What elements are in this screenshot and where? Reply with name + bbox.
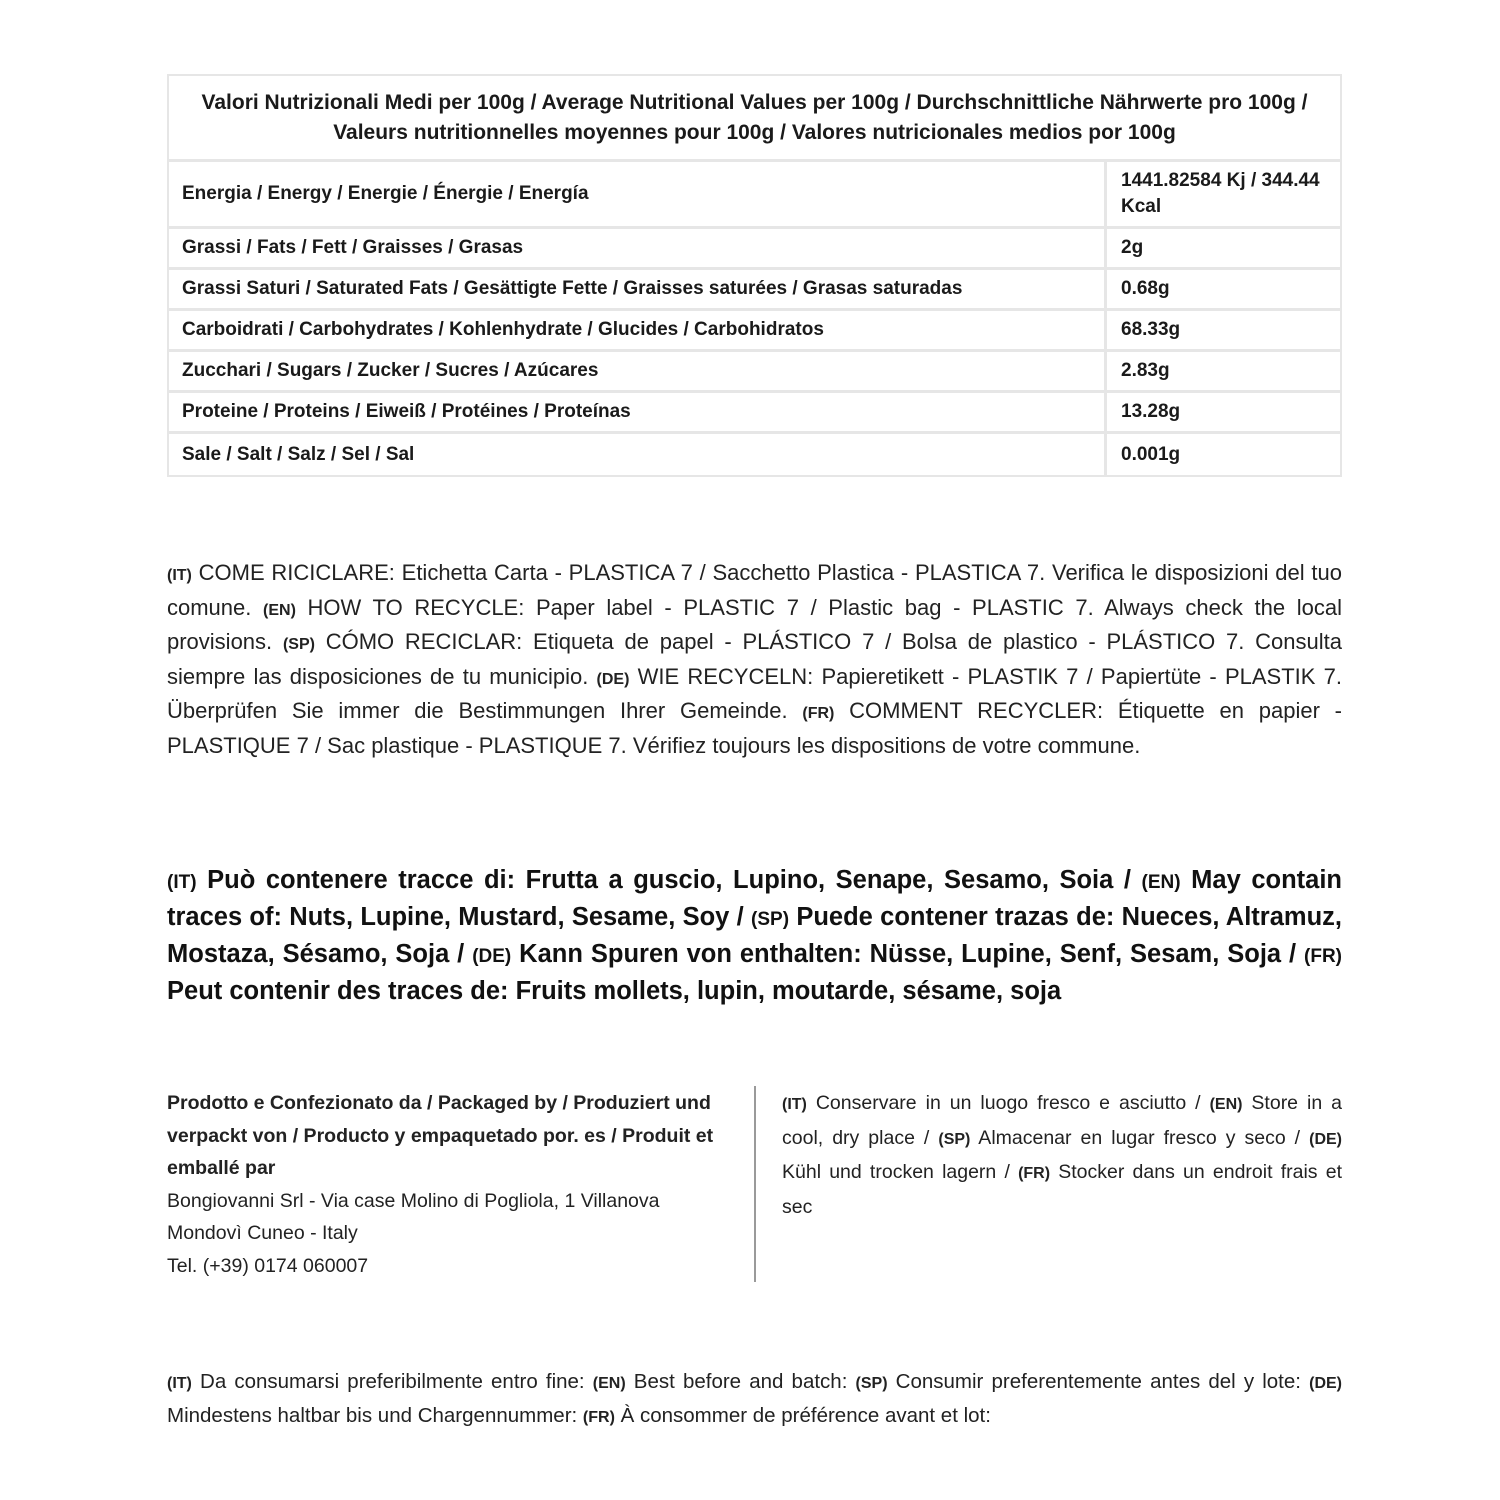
nutrient-value: 1441.82584 Kj / 344.44 Kcal (1121, 170, 1320, 217)
lang-tag-fr: (FR) (582, 1409, 615, 1426)
allergen-warning (167, 863, 1342, 1009)
recycling-text-sp: CÓMO RECICLAR: Etiqueta de papel - PLÁSTICO 7 / Bolsa de plastico - PLÁSTICO 7. Consulta siempre las disposiciones de tu municipio. (167, 629, 1342, 689)
lang-tag-it: (IT) (782, 1096, 807, 1113)
allergen-text-en: May contain traces of: Nuts, Lupine, Mustard, Sesame, Soy / (167, 866, 1342, 931)
column-divider (754, 1086, 756, 1282)
lang-tag-de: (DE) (1309, 1375, 1342, 1392)
nutrient-value: 2.83g (1121, 360, 1170, 381)
recycling-text-it: COME RICICLARE: Etichetta Carta - PLASTICA 7 / Sacchetto Plastica - PLASTICA 7. Verifica le disposizioni del tuo comune. (167, 560, 1342, 620)
lang-tag-en: (EN) (592, 1375, 626, 1392)
lang-tag-en: (EN) (1141, 872, 1181, 893)
allergen-text-it: Può contenere tracce di: Frutta a guscio, Lupino, Senape, Sesamo, Soia / (196, 866, 1142, 894)
table-row (169, 434, 1340, 475)
allergen-text-sp: Puede contener trazas de: Nueces, Altramuz, Mostaza, Sésamo, Soja / (167, 903, 1342, 968)
producer-address: Bongiovanni Srl - Via case Molino di Pogliola, 1 Villanova Mondovì Cuneo - Italy (167, 1189, 660, 1244)
storage-text-en: Store in a cool, dry place / (782, 1092, 1342, 1149)
lang-tag-de: (DE) (596, 670, 630, 688)
storage-instructions (782, 1087, 1342, 1223)
table-row (169, 270, 1340, 311)
lang-tag-sp: (SP) (938, 1130, 971, 1148)
lang-tag-fr: (FR) (1304, 946, 1342, 967)
nutrient-label: Sale / Salt / Salz / Sel / Sal (169, 434, 1107, 475)
nutrient-label: Grassi Saturi / Saturated Fats / Gesättigte Fette / Graisses saturées / Grasas saturadas (169, 270, 1107, 308)
table-row (169, 311, 1340, 352)
nutrient-value: 0.68g (1121, 278, 1170, 299)
best-before-text-it: Da consumarsi preferibilmente entro fine: (191, 1370, 593, 1393)
table-row (169, 229, 1340, 270)
nutrient-value: 13.28g (1121, 401, 1181, 422)
nutrient-label: Energia / Energy / Energie / Énergie / Energía (169, 162, 1107, 226)
storage-text-fr: Stocker dans un endroit frais et sec (782, 1161, 1342, 1218)
lang-tag-de: (DE) (1309, 1130, 1343, 1148)
storage-text-sp: Almacenar en lugar fresco y seco / (970, 1126, 1310, 1149)
nutrient-label: Proteine / Proteins / Eiweiß / Protéines / Proteínas (169, 393, 1107, 431)
recycling-text-de: WIE RECYCELN: Papieretikett - PLASTIK 7 / Papiertüte - PLASTIK 7. Überprüfen Sie immer die Bestimmungen Ihrer Gemeinde. (167, 663, 1342, 723)
lang-tag-fr: (FR) (802, 705, 835, 722)
lang-tag-sp: (SP) (282, 636, 315, 653)
lang-tag-fr: (FR) (1018, 1165, 1051, 1182)
nutrient-value: 2g (1121, 237, 1144, 258)
best-before-info (167, 1366, 1342, 1434)
nutrient-value: 68.33g (1121, 319, 1181, 340)
nutrient-label: Grassi / Fats / Fett / Graisses / Grasas (169, 229, 1107, 267)
lang-tag-it: (IT) (167, 872, 197, 893)
producer-heading: Prodotto e Confezionato da / Packaged by / Produziert und verpackt von / Producto y empaquetado por. es / Produit et emballé par (167, 1092, 714, 1179)
nutrition-table-header: Valori Nutrizionali Medi per 100g / Average Nutritional Values per 100g / Durchschnittliche Nährwerte pro 100g / Valeurs nutritionnelles moyennes pour 100g / Valores nutricionales medios por 100g (169, 76, 1340, 162)
storage-text-it: Conservare in un luogo fresco e asciutto / (806, 1092, 1210, 1114)
storage-text-de: Kühl und trocken lagern / (782, 1161, 1019, 1183)
lang-tag-de: (DE) (472, 946, 512, 967)
nutrition-table (167, 74, 1342, 477)
recycling-text-en: HOW TO RECYCLE: Paper label - PLASTIC 7 / Plastic bag - PLASTIC 7. Always check the local provisions. (167, 594, 1342, 654)
producer-phone: Tel. (+39) 0174 060007 (167, 1254, 369, 1277)
allergen-text-fr: Peut contenir des traces de: Fruits mollets, lupin, moutarde, sésame, soja (167, 977, 1062, 1005)
lang-tag-it: (IT) (167, 567, 192, 584)
table-row (169, 352, 1340, 393)
lang-tag-sp: (SP) (751, 909, 790, 930)
table-row (169, 162, 1340, 229)
recycling-text-fr: COMMENT RECYCLER: Étiquette en papier - PLASTIQUE 7 / Sac plastique - PLASTIQUE 7. Vérifiez toujours les dispositions de votre commune. (167, 698, 1343, 758)
nutrient-label: Zucchari / Sugars / Zucker / Sucres / Azúcares (169, 352, 1107, 390)
lang-tag-en: (EN) (263, 601, 296, 619)
nutrient-label: Carboidrati / Carbohydrates / Kohlenhydrate / Glucides / Carbohidratos (169, 311, 1107, 349)
lang-tag-sp: (SP) (855, 1375, 888, 1392)
best-before-text-fr: À consommer de préférence avant et lot: (614, 1404, 991, 1427)
producer-info (167, 1087, 727, 1282)
recycling-instructions (167, 557, 1342, 761)
table-row (169, 393, 1340, 434)
best-before-text-de: Mindestens haltbar bis und Chargennummer: (167, 1404, 583, 1427)
lang-tag-it: (IT) (167, 1375, 192, 1392)
allergen-text-de: Kann Spuren von enthalten: Nüsse, Lupine, Senf, Sesam, Soja / (511, 940, 1305, 968)
best-before-text-sp: Consumir preferentemente antes del y lote: (887, 1370, 1310, 1393)
nutrient-value: 0.001g (1121, 443, 1181, 465)
best-before-text-en: Best before and batch: (625, 1370, 856, 1393)
lang-tag-en: (EN) (1209, 1096, 1243, 1113)
